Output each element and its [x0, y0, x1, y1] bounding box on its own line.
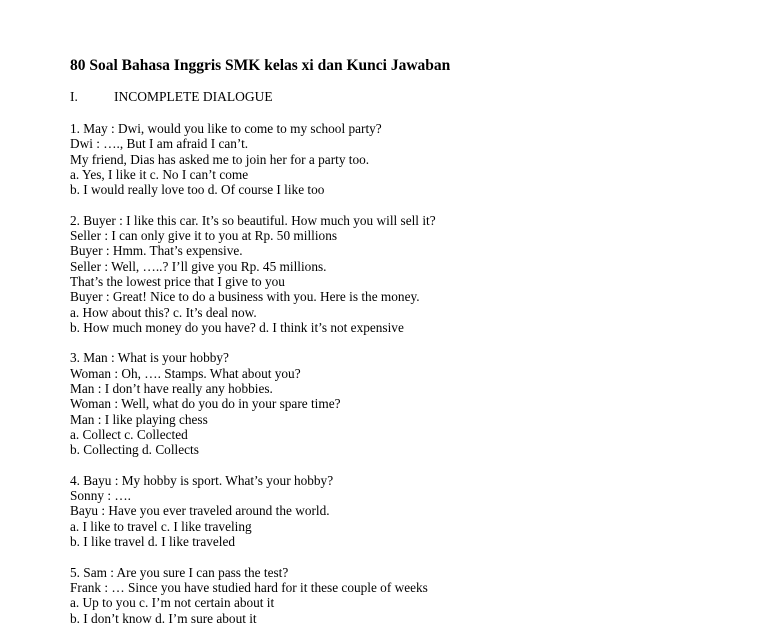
question-line: Man : I don’t have really any hobbies.: [70, 381, 273, 397]
answer-options-line: b. I like travel d. I like traveled: [70, 534, 236, 550]
question-1: [70, 121, 436, 197]
answer-options-line: b. How much money do you have? d. I think it’s not expensive: [70, 319, 404, 335]
question-line: 5. Sam : Are you sure I can pass the test?: [70, 564, 289, 580]
question-line: Frank : … Since you have studied hard for it these couple of weeks: [70, 579, 428, 595]
question-line: Seller : Well, …..? I’ll give you Rp. 45 millions.: [70, 258, 327, 274]
question-3: [70, 350, 436, 457]
question-line: Buyer : Hmm. That’s expensive.: [70, 243, 243, 259]
section-number: I.: [70, 89, 78, 104]
section-heading: [70, 89, 273, 105]
question-line: That’s the lowest price that I give to you: [70, 273, 285, 289]
question-line: My friend, Dias has asked me to join her for a party too.: [70, 151, 370, 167]
answer-options-line: a. Up to you c. I’m not certain about it: [70, 595, 275, 611]
question-5: [70, 565, 436, 626]
question-line: Dwi : …., But I am afraid I can’t.: [70, 136, 249, 152]
answer-options-line: a. Collect c. Collected: [70, 426, 188, 442]
question-line: Bayu : Have you ever traveled around the world.: [70, 503, 330, 519]
question-line: Seller : I can only give it to you at Rp. 50 millions: [70, 228, 338, 244]
question-line: Buyer : Great! Nice to do a business with you. Here is the money.: [70, 289, 420, 305]
question-2: [70, 213, 436, 335]
question-4: [70, 473, 436, 549]
question-line: 4. Bayu : My hobby is sport. What’s your hobby?: [70, 472, 334, 488]
question-line: 2. Buyer : I like this car. It’s so beautiful. How much you will sell it?: [70, 212, 436, 228]
question-line: Woman : Oh, …. Stamps. What about you?: [70, 365, 301, 381]
question-list: [70, 121, 436, 641]
answer-options-line: a. Yes, I like it c. No I can’t come: [70, 166, 249, 182]
question-line: 3. Man : What is your hobby?: [70, 350, 229, 366]
answer-options-line: a. How about this? c. It’s deal now.: [70, 304, 257, 320]
question-line: Woman : Well, what do you do in your spare time?: [70, 396, 341, 412]
question-line: Man : I like playing chess: [70, 411, 208, 427]
question-line: 1. May : Dwi, would you like to come to my school party?: [70, 121, 382, 136]
answer-options-line: b. I don’t know d. I’m sure about it: [70, 610, 257, 626]
answer-options-line: b. Collecting d. Collects: [70, 442, 199, 458]
section-title: INCOMPLETE DIALOGUE: [114, 89, 273, 104]
answer-options-line: b. I would really love too d. Of course I like too: [70, 182, 325, 198]
question-line: Sonny : ….: [70, 488, 131, 504]
answer-options-line: a. I like to travel c. I like traveling: [70, 518, 252, 534]
document-title: 80 Soal Bahasa Inggris SMK kelas xi dan Kunci Jawaban: [70, 57, 451, 74]
